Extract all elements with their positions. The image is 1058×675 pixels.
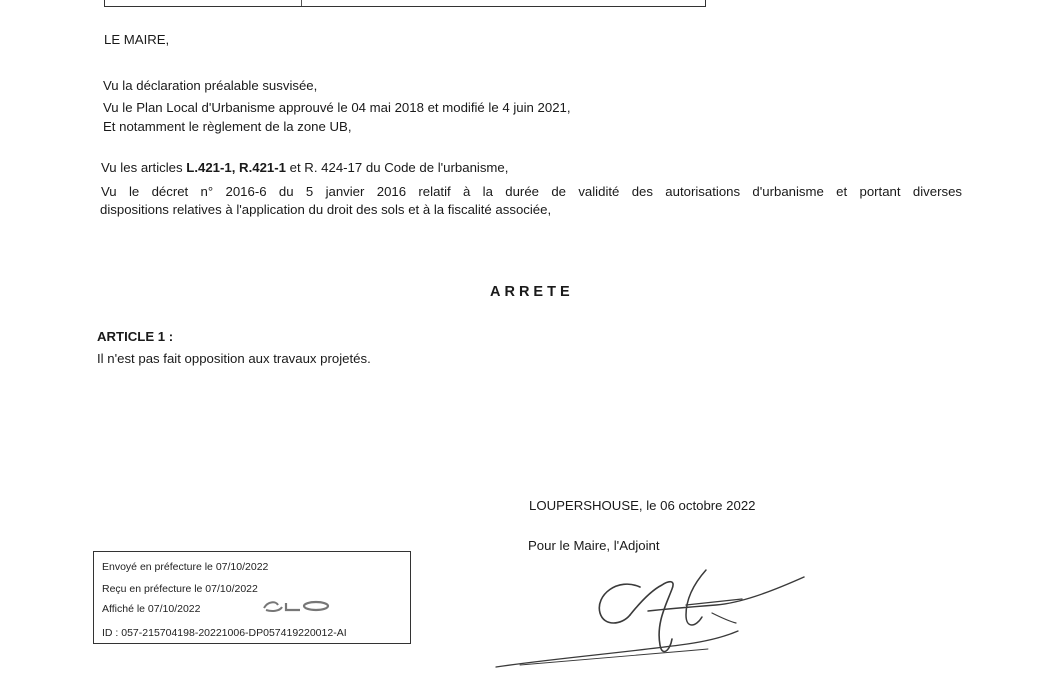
consideration-declaration: Vu la déclaration préalable susvisée, <box>103 78 318 93</box>
articles-suffix: et R. 424-17 du Code de l'urbanisme, <box>285 160 509 175</box>
signature-icon <box>490 565 820 673</box>
prefecture-stamp <box>93 551 411 644</box>
stamp-received: Reçu en préfecture le 07/10/2022 <box>102 583 258 595</box>
place-date: LOUPERSHOUSE, le 06 octobre 2022 <box>529 498 756 513</box>
mayor-heading: LE MAIRE, <box>104 32 170 47</box>
consideration-decree: Vu le décret n° 2016-6 du 5 janvier 2016 relatif à la durée de validité des autorisations d'urbanisme et portant diverses <box>101 184 962 199</box>
header-table-edge <box>104 0 706 7</box>
stamp-mark-icon <box>262 598 332 614</box>
consideration-decree-cont: dispositions relatives à l'application du droit des sols et à la fiscalité associée, <box>100 202 552 217</box>
article-heading: ARTICLE 1 : <box>97 329 174 344</box>
consideration-plu: Vu le Plan Local d'Urbanisme approuvé le 04 mai 2018 et modifié le 4 juin 2021, <box>103 100 571 115</box>
signatory: Pour le Maire, l'Adjoint <box>528 538 660 553</box>
stamp-posted: Affiché le 07/10/2022 <box>102 603 201 615</box>
articles-bold: L.421-1, R.421-1 <box>186 160 286 175</box>
articles-prefix: Vu les articles <box>101 160 187 175</box>
article-text: Il n'est pas fait opposition aux travaux projetés. <box>97 351 371 366</box>
header-table-divider <box>301 0 302 6</box>
stamp-id: ID : 057-215704198-20221006-DP057419220012-AI <box>102 627 347 639</box>
decision-title: ARRETE <box>490 284 574 300</box>
stamp-sent: Envoyé en préfecture le 07/10/2022 <box>102 561 269 573</box>
consideration-zone: Et notamment le règlement de la zone UB, <box>103 119 352 134</box>
consideration-articles <box>101 159 508 177</box>
